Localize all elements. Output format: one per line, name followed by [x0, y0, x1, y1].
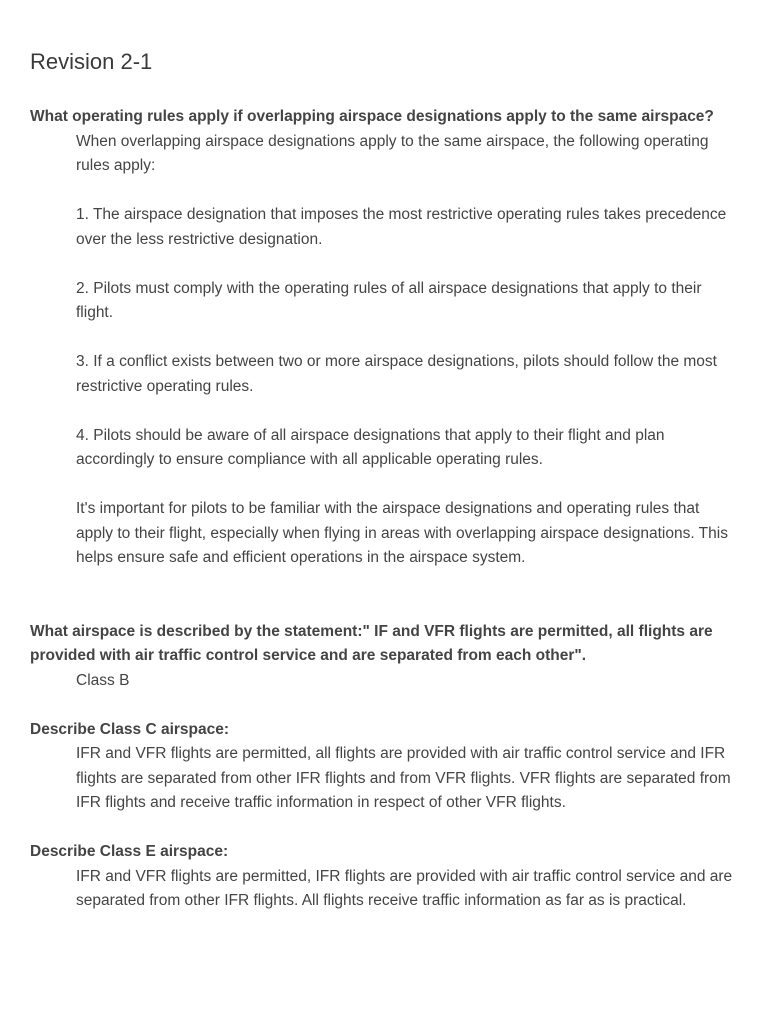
- answer-paragraph: When overlapping airspace designations apply to the same airspace, the following operating rules apply:: [76, 132, 709, 174]
- qa-class-c: [30, 718, 740, 816]
- answer-paragraph: IFR and VFR flights are permitted, all flights are provided with air traffic control service and IFR flights are separated from other IFR flights and from VFR flights. VFR flights are separated from IFR flights and receive traffic information in respect of other VFR flights.: [76, 745, 731, 811]
- answer-overlapping-airspace: [76, 130, 740, 571]
- question-class-e: Describe Class E airspace:: [30, 843, 229, 860]
- question-overlapping-airspace: What operating rules apply if overlapping airspace designations apply to the same airspace?: [30, 108, 714, 125]
- answer-paragraph: 1. The airspace designation that imposes the most restrictive operating rules takes precedence over the less restrictive designation.: [76, 206, 727, 248]
- answer-class-c: [76, 742, 740, 816]
- answer-class-e: [76, 865, 740, 914]
- qa-airspace-statement: [30, 620, 740, 694]
- answer-paragraph: IFR and VFR flights are permitted, IFR flights are provided with air traffic control service and are separated from other IFR flights. All flights receive traffic information as far as is practical.: [76, 867, 733, 909]
- qa-overlapping-airspace: [30, 105, 740, 571]
- answer-paragraph: 2. Pilots must comply with the operating rules of all airspace designations that apply to their flight.: [76, 279, 702, 321]
- answer-paragraph: It's important for pilots to be familiar with the airspace designations and operating rules that apply to their flight, especially when flying in areas with overlapping airspace designations. This helps ensure safe and efficient operations in the airspace system.: [76, 500, 728, 566]
- question-airspace-statement: What airspace is described by the statement:" IF and VFR flights are permitted, all flights are provided with air traffic control service and are separated from each other".: [30, 622, 713, 664]
- answer-paragraph: 3. If a conflict exists between two or more airspace designations, pilots should follow the most restrictive operating rules.: [76, 353, 717, 395]
- answer-paragraph: 4. Pilots should be aware of all airspace designations that apply to their flight and plan accordingly to ensure compliance with all applicable operating rules.: [76, 426, 665, 468]
- qa-class-e: [30, 840, 740, 914]
- question-class-c: Describe Class C airspace:: [30, 720, 230, 738]
- page-title: Revision 2-1: [30, 49, 153, 74]
- answer-airspace-statement: [76, 669, 740, 694]
- answer-paragraph: Class B: [76, 671, 130, 689]
